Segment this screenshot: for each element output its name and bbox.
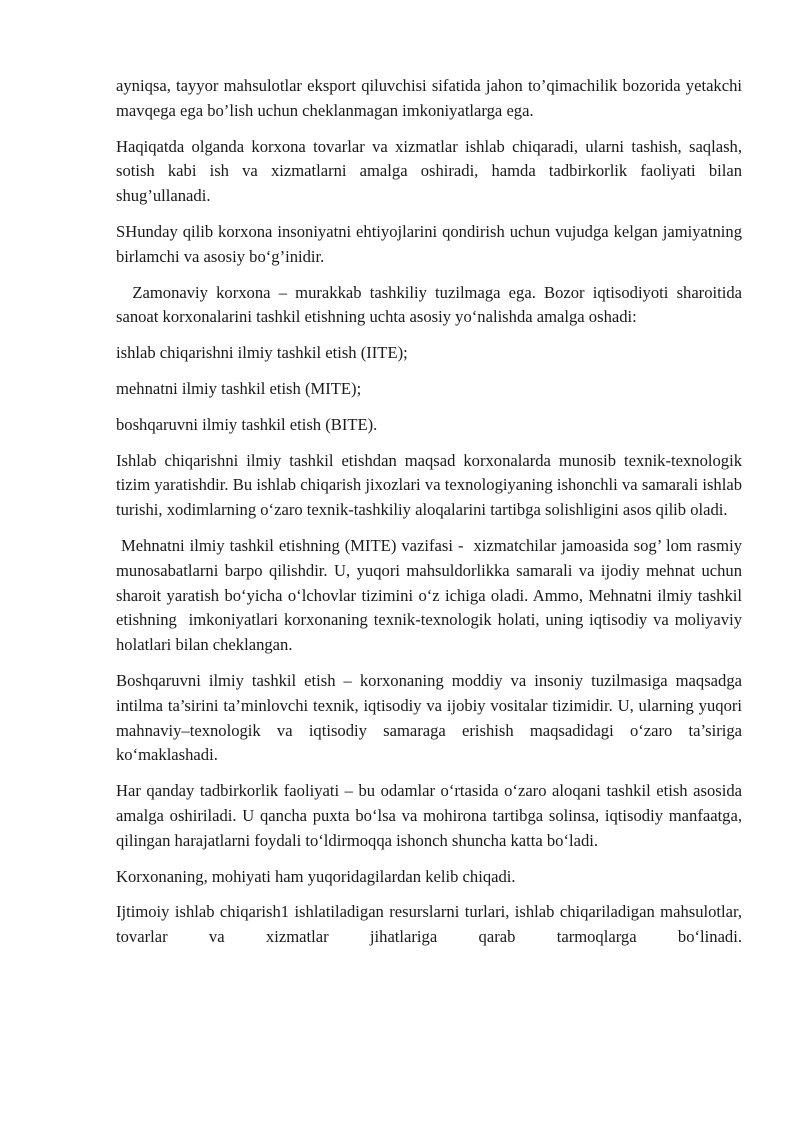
paragraph: ayniqsa, tayyor mahsulotlar eksport qiluvchisi sifatida jahon to’qimachilik bozorida yetakchi mavqega ega bo’lish uchun cheklanmagan imkoniyatlarga ega.: [116, 76, 742, 120]
list-item: mehnatni ilmiy tashkil etish (MITE);: [116, 378, 362, 398]
list-item: boshqaruvni ilmiy tashkil etish (BITE).: [116, 414, 378, 434]
document-page: [116, 74, 747, 961]
paragraph: SHunday qilib korxona insoniyatni ehtiyojlarini qondirish uchun vujudga kelgan jamiyatning birlamchi va asosiy bo‘g’inidir.: [116, 221, 742, 266]
paragraph: Zamonaviy korxona – murakkab tashkiliy tuzilmaga ega. Bozor iqtisodiyoti sharoitida sanoat korxonalarini tashkil etishning uchta asosiy yo‘nalishda amalga oshadi:: [116, 282, 747, 327]
paragraph: Korxonaning, mohiyati ham yuqoridagilardan kelib chiqadi.: [116, 866, 516, 886]
paragraph: Haqiqatda olganda korxona tovarlar va xizmatlar ishlab chiqaradi, ularni tashish, saqlash, sotish kabi ish va xizmatlarni amalga oshiradi, hamda tadbirkorlik faoliyati bilan shug’ullanadi.: [116, 136, 742, 206]
paragraph: Ishlab chiqarishni ilmiy tashkil etishdan maqsad korxonalarda munosib texnik-texnologik tizim yaratishdir. Bu ishlab chiqarish jixozlari va texnologiyaning ishonchli va samarali ishlab turishi, xodimlarning o‘zaro texnik-tashkiliy aloqalarini tartibga solishligini asos qilib oladi.: [116, 450, 742, 520]
paragraph: Ijtimoiy ishlab chiqarish1 ishlatiladigan resurslarni turlari, ishlab chiqariladigan mahsulotlar, tovarlar va xizmatlar jihatlariga qarab tarmoqlarga bo‘linadi.: [116, 902, 742, 947]
paragraph: Mehnatni ilmiy tashkil etishning (MITE) vazifasi - xizmatchilar jamoasida sog’ lom rasmiy munosabatlarni barpo qilishdir. U, yuqori mahsuldorlikka samarali va ijodiy mehnat uchun sharoit yaratish bo‘yicha o‘lchovlar tizimini o‘z ichiga oladi. Ammo, Mehnatni ilmiy tashkil etishning imkoniyatlari korxonaning texnik-texnologik holati, uning iqtisodiy va moliyaviy holatlari bilan cheklangan.: [116, 535, 747, 655]
paragraph: Har qanday tadbirkorlik faoliyati – bu odamlar o‘rtasida o‘zaro aloqani tashkil etish asosida amalga oshiriladi. U qancha puxta bo‘lsa va mohirona tartibga solinsa, iqtisodiy manfaatga, qilingan harajatlarni foydali to‘ldirmoqqa ishonch shuncha katta bo‘ladi.: [116, 781, 742, 850]
paragraph: Boshqaruvni ilmiy tashkil etish – korxonaning moddiy va insoniy tuzilmasiga maqsadga intilma ta’sirini ta’minlovchi texnik, iqtisodiy va ijobiy vositalar tizimidir. U, ularning yuqori mahnaviy–texnologik va iqtisodiy samaraga erishish maqsadidagi o‘zaro ta’siriga ko‘maklashadi.: [116, 670, 742, 765]
list-item: ishlab chiqarishni ilmiy tashkil etish (IITE);: [116, 343, 408, 363]
